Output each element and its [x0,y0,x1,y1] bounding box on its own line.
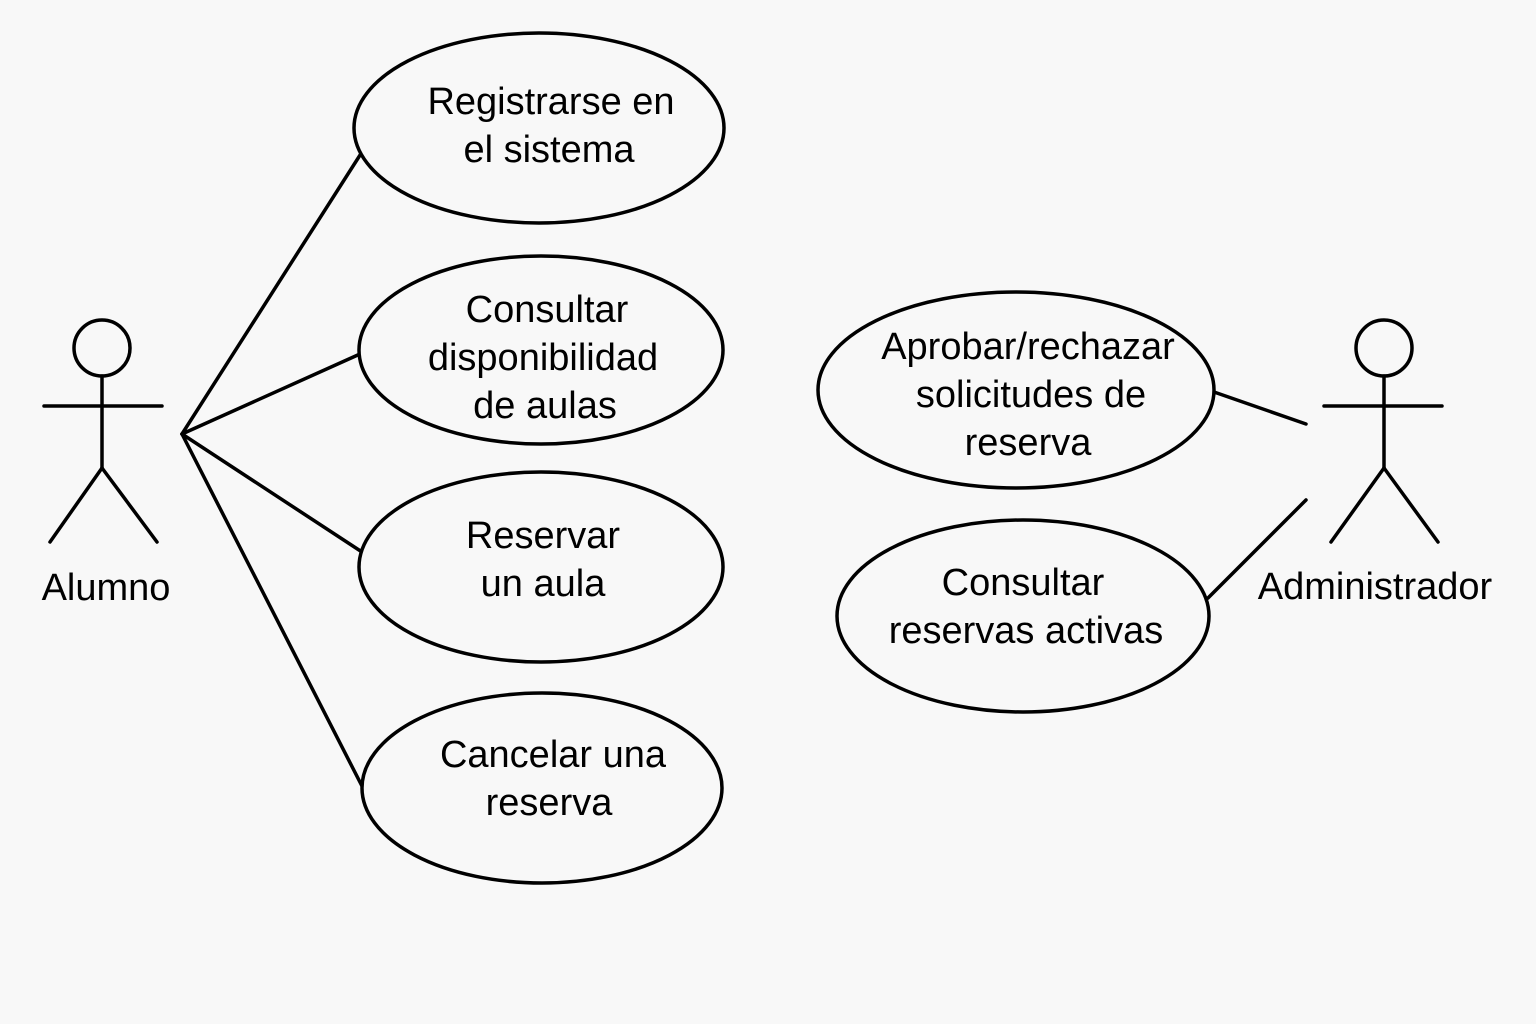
use-case-registrarse-line-1: Registrarse en [427,81,675,123]
use-case-consultar-disponibilidad-line-1: Consultar [465,289,629,331]
actor-alumno-label: Alumno [41,567,171,609]
use-case-consultar-disponibilidad-line-2: disponibilidad [427,337,659,379]
use-case-consultar-reservas-activas [837,520,1209,712]
use-case-registrarse-shape [354,33,724,223]
actor-alumno-right-leg [102,468,157,542]
use-case-cancelar-line-1: Cancelar una [439,734,667,776]
associations [182,152,1306,790]
use-case-consultar-reservas-activas-line-1: Consultar [941,562,1105,604]
use-case-registrarse [354,33,724,223]
use-case-aprobar-rechazar [818,292,1214,488]
use-case-cancelar-line-2: reserva [485,782,613,824]
use-case-consultar-disponibilidad-line-3: de aulas [473,385,617,427]
actor-administrador [1258,320,1493,608]
actor-administrador-left-leg [1331,468,1384,542]
use-case-aprobar-rechazar-line-1: Aprobar/rechazar [881,326,1175,368]
association-alumno-reservar [182,434,362,552]
use-case-reservar [359,472,723,662]
use-case-consultar-reservas-activas-line-2: reservas activas [888,610,1164,652]
use-case-aprobar-rechazar-line-3: reserva [964,422,1092,464]
actor-alumno-head [74,320,130,376]
actor-administrador-label: Administrador [1257,566,1493,608]
actor-administrador-head [1356,320,1412,376]
actor-alumno [42,320,171,609]
actor-administrador-right-leg [1384,468,1438,542]
association-alumno-cancelar [182,434,364,790]
actor-alumno-left-leg [50,468,102,542]
use-case-cancelar [362,693,722,883]
use-case-reservar-line-2: un aula [480,563,606,605]
association-admin-aprobar [1214,392,1306,424]
use-case-aprobar-rechazar-line-2: solicitudes de [915,374,1147,416]
use-case-registrarse-line-2: el sistema [463,129,635,171]
use-case-reservar-line-1: Reservar [465,515,621,557]
use-case-consultar-disponibilidad [359,256,723,444]
